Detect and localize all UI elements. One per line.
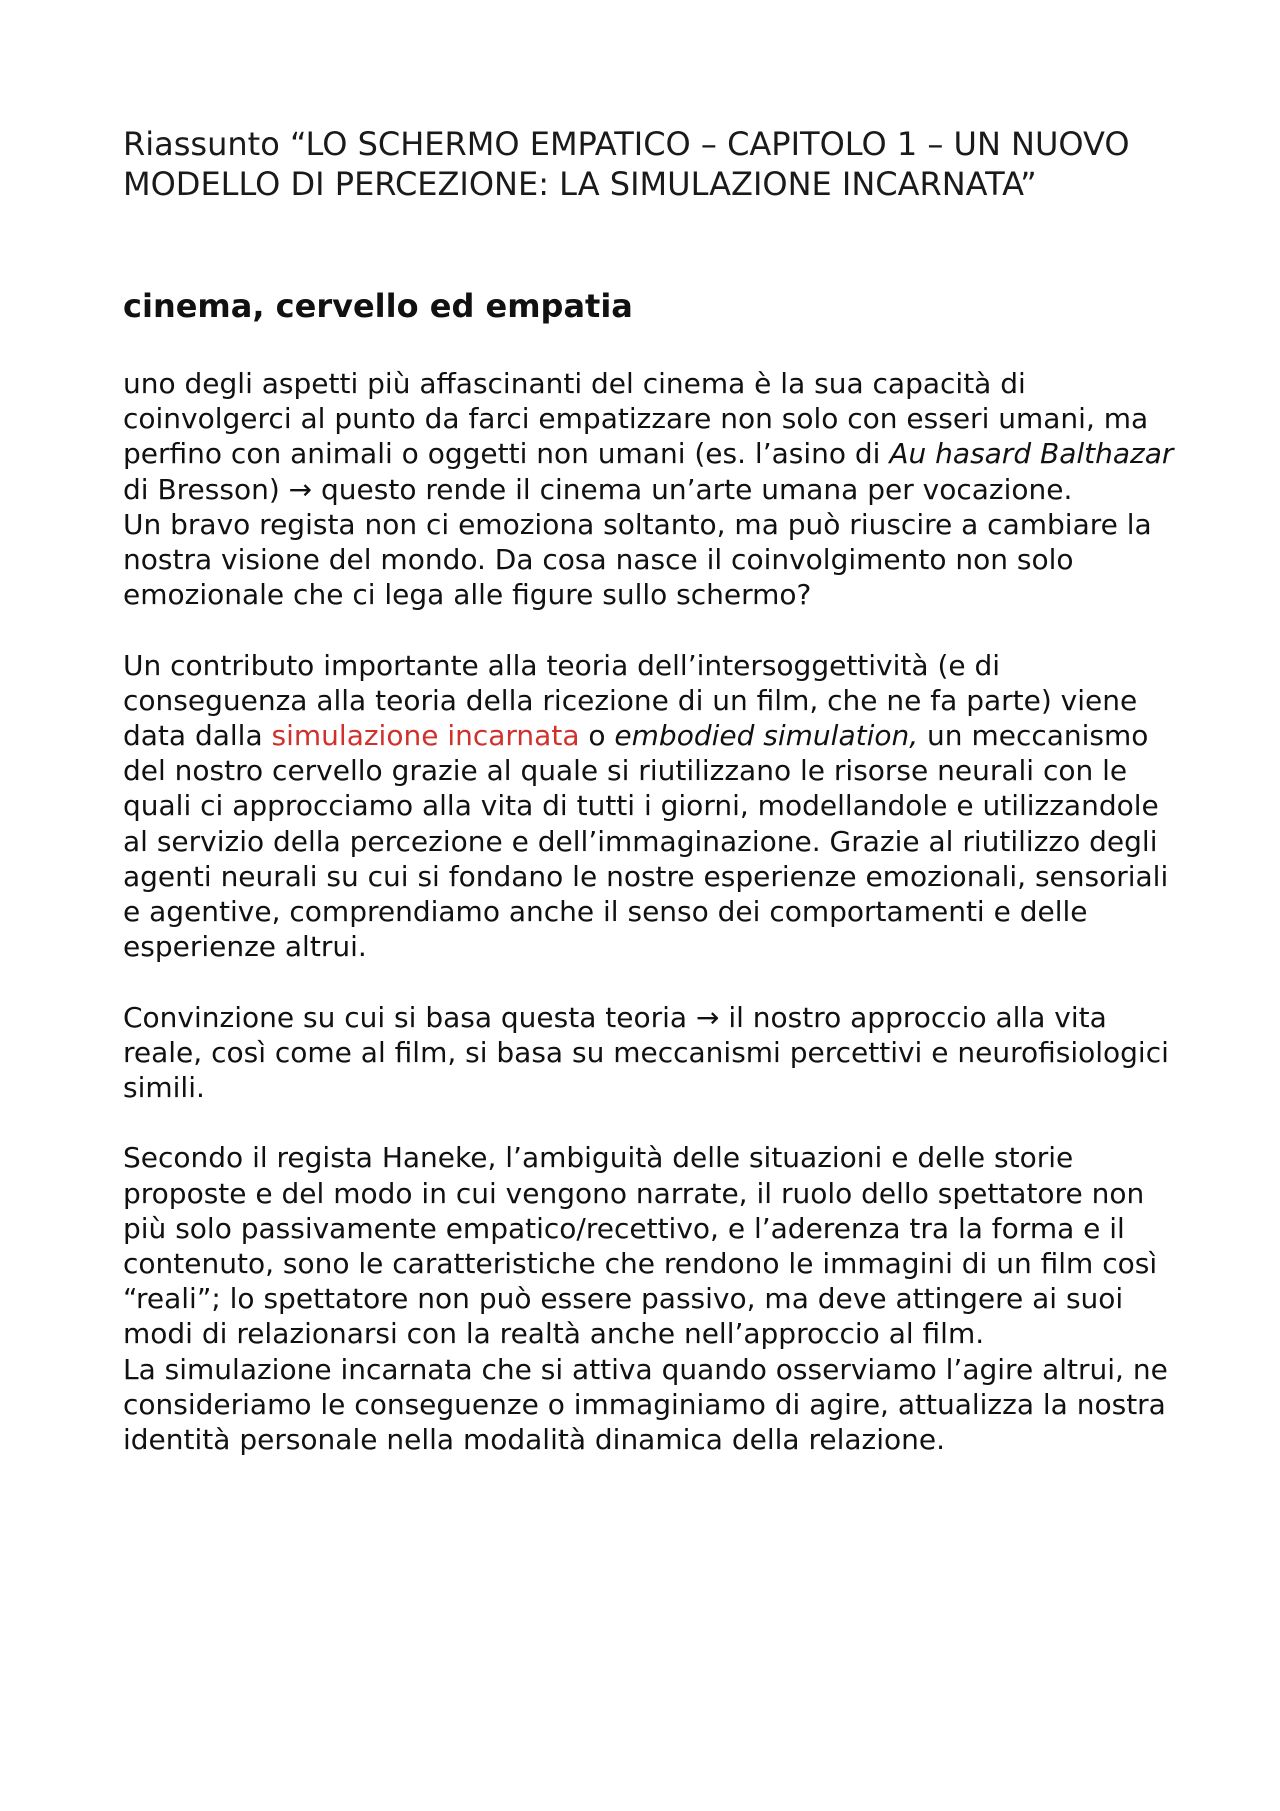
paragraph-director: Un bravo regista non ci emoziona soltanto, ma può riuscire a cambiare la nostra visione del mondo. Da cosa nasce il coinvolgimento non solo emozionale che ci lega alle figure sullo schermo? <box>123 507 1152 612</box>
paragraph-identity: La simulazione incarnata che si attiva quando osserviamo l’agire altrui, ne consideriamo le conseguenze o immaginiamo di agire, attualizza la nostra identità personale nella modalità dinamica della relazione. <box>123 1352 1168 1457</box>
paragraph-embodied-simulation <box>123 648 1183 965</box>
paragraph-embodied-text-3: un meccanismo del nostro cervello grazie al quale si riutilizzano le risorse neurali con le quali ci approcciamo alla vita di tutti i giorni, modellandole e utilizzandole al servizio della percezione e dell’immaginazione. Grazie al riutilizzo degli agenti neurali su cui si fondano le nostre esperienze emozionali, sensoriali e agentive, comprendiamo anche il senso dei comportamenti e delle esperienze altrui. <box>123 719 1169 964</box>
film-title: Au hasard Balthazar <box>889 437 1174 471</box>
english-term: embodied simulation, <box>614 719 919 753</box>
document-page <box>123 124 1183 1457</box>
paragraph-conviction: Convinzione su cui si basa questa teoria → il nostro approccio alla vita reale, così come al film, si basa su meccanismi percettivi e neurofisiologici simili. <box>123 1000 1169 1105</box>
document-title: Riassunto “LO SCHERMO EMPATICO – CAPITOLO 1 – UN NUOVO MODELLO DI PERCEZIONE: LA SIMULAZIONE INCARNATA” <box>123 125 1130 203</box>
paragraph-embodied-text-1: Un contributo importante alla teoria dell’intersoggettività (e di conseguenza alla teoria della ricezione di un film, che ne fa parte) viene data dalla <box>123 648 1138 753</box>
highlight-term: simulazione incarnata <box>271 719 580 753</box>
paragraph-haneke: Secondo il regista Haneke, l’ambiguità delle situazioni e delle storie proposte e del modo in cui vengono narrate, il ruolo dello spettatore non più solo passivamente empatico/recettivo, e l’aderenza tra la forma e il contenuto, sono le caratteristiche che rendono le immagini di un film così “reali”; lo spettatore non può essere passivo, ma deve attingere ai suoi modi di relazionarsi con la realtà anche nell’approccio al film. <box>123 1141 1158 1351</box>
paragraph-intro-text-2: di Bresson) → questo rende il cinema un’arte umana per vocazione. <box>123 472 1073 506</box>
section-heading: cinema, cervello ed empatia <box>123 287 633 325</box>
paragraph-embodied-text-2: o <box>579 719 615 753</box>
paragraph-intro-text-1: uno degli aspetti più affascinanti del cinema è la sua capacità di coinvolgerci al punto da farci empatizzare non solo con esseri umani, ma perfino con animali o oggetti non umani (es. l’asino di <box>123 367 1149 471</box>
paragraph-intro <box>123 366 1183 507</box>
